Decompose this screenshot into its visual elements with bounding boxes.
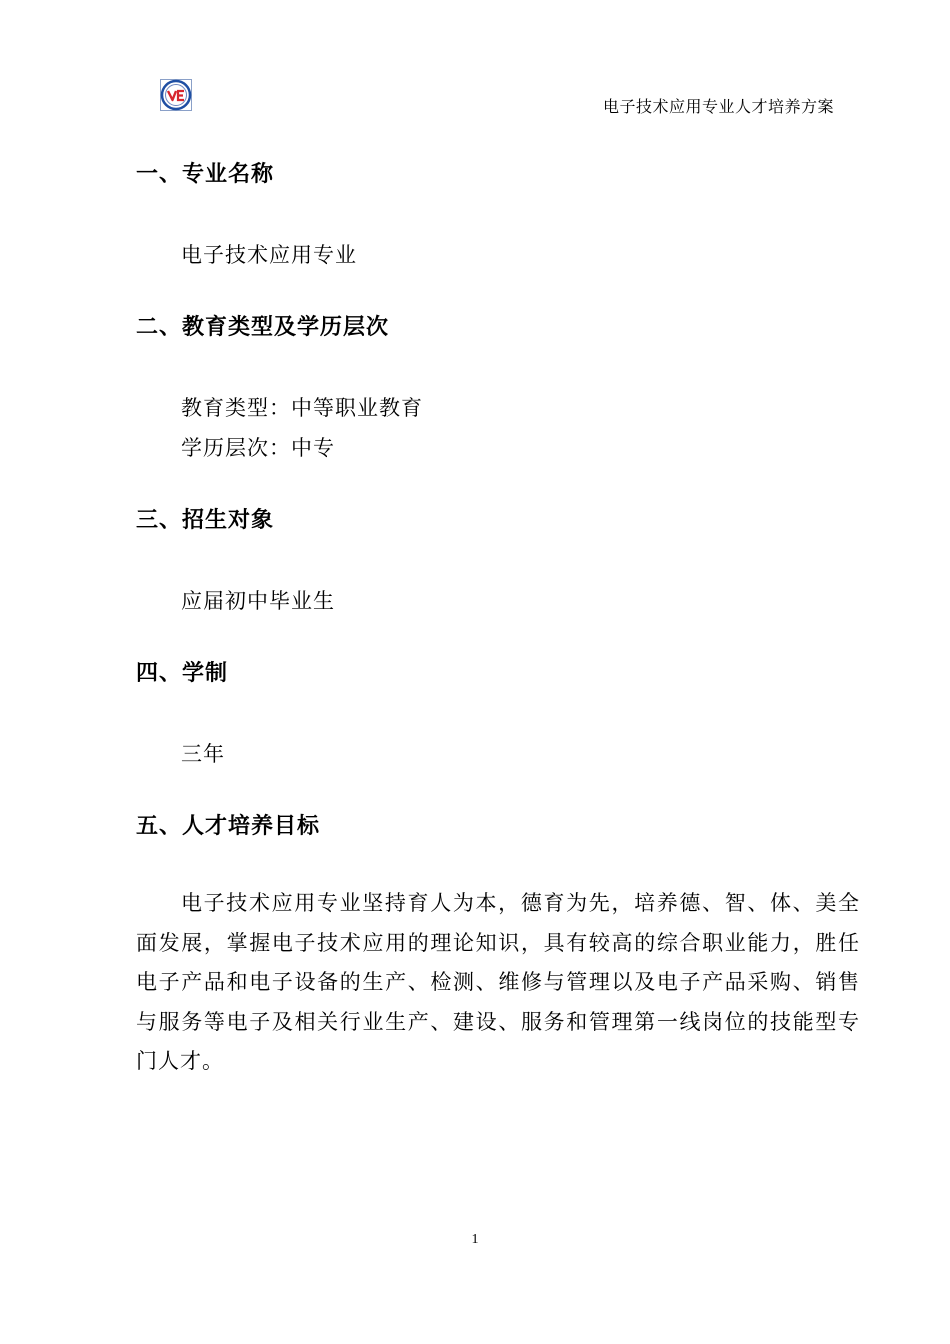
document-header-title: 电子技术应用专业人才培养方案 [602, 97, 834, 116]
section-heading-duration: 四、学制 [136, 661, 229, 686]
page-number: 1 [471, 1232, 479, 1247]
duration-text: 三年 [181, 742, 225, 766]
section-heading-enrollment-target: 三、招生对象 [136, 508, 275, 533]
school-emblem-icon [160, 79, 192, 111]
training-goal-paragraph: 电子技术应用专业坚持育人为本，德育为先，培养德、智、体、美全面发展，掌握电子技术应用的理论知识，具有较高的综合职业能力，胜任电子产品和电子设备的生产、检测、维修与管理以及电子产品采购、销售与服务等电子及相关行业生产、建设、服务和管理第一线岗位的技能型专门人才。 [136, 891, 860, 1073]
section-heading-major-name: 一、专业名称 [136, 162, 275, 187]
enrollment-target-text: 应届初中毕业生 [181, 589, 335, 613]
section-heading-training-goal: 五、人才培养目标 [136, 814, 321, 839]
major-name-text: 电子技术应用专业 [181, 243, 357, 267]
education-level-text: 学历层次：中专 [181, 436, 335, 460]
education-type-text: 教育类型：中等职业教育 [181, 396, 423, 420]
section-heading-education-type: 二、教育类型及学历层次 [136, 315, 390, 340]
